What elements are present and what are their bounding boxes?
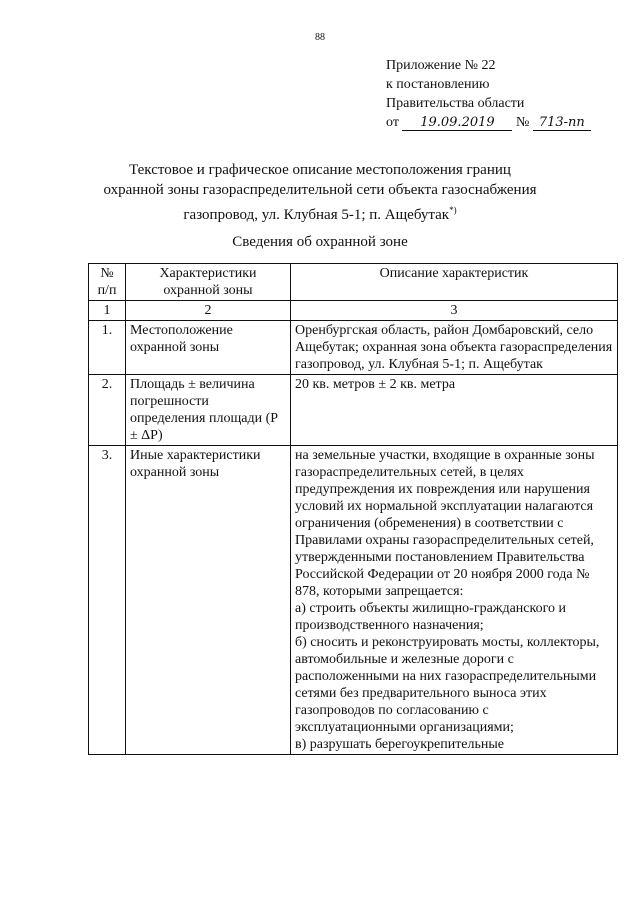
row-num: 3. — [89, 446, 126, 755]
index-cell: 1 — [89, 301, 126, 321]
date-prefix: от — [386, 115, 399, 130]
number-prefix: № — [515, 115, 530, 130]
index-cell: 2 — [126, 301, 291, 321]
appendix-block — [386, 56, 591, 132]
row-name: Иные характеристики охранной зоны — [126, 446, 291, 755]
row-num: 2. — [89, 375, 126, 446]
index-cell: 3 — [291, 301, 618, 321]
zone-table — [88, 263, 618, 755]
header-num: № п/п — [89, 264, 126, 301]
row-description-intro: на земельные участки, входящие в охранные зоны газораспределительных сетей, в целях предупреждения их повреждения или нарушения условий их нормальной эксплуатации налагаются ограничения (обременения) в соответствии с Правилами охраны газораспределительных сетей, утвержденными постановлением Правительства Российской Федерации от 20 ноября 2000 года № 878, которыми запрещается: — [295, 448, 595, 599]
title-line-3 — [0, 200, 640, 225]
row-description: 20 кв. метров ± 2 кв. метра — [291, 375, 618, 446]
table-row — [89, 321, 618, 375]
row-name: Площадь ± величина погрешности определения площади (P ± ΔP) — [126, 375, 291, 446]
title-line-2: охранной зоны газораспределительной сети объекта газоснабжения — [103, 182, 537, 198]
table-index-row — [89, 301, 618, 321]
handwritten-number: 713-пп — [533, 116, 591, 131]
header-characteristic: Характеристики охранной зоны — [126, 264, 291, 301]
handwritten-date: 19.09.2019 — [402, 116, 512, 131]
document-title — [0, 160, 640, 225]
header-description: Описание характеристик — [291, 264, 618, 301]
table-row — [89, 375, 618, 446]
appendix-line-1: Приложение № 22 — [386, 58, 496, 73]
appendix-line-3: Правительства области — [386, 96, 525, 111]
row-description: Оренбургская область, район Домбаровский, село Ащебутак; охранная зона объекта газораспределения газопровод, ул. Клубная 5-1; п. Ащебутак — [291, 321, 618, 375]
row-num: 1. — [89, 321, 126, 375]
page-number: 88 — [315, 32, 325, 43]
restriction-item: а) строить объекты жилищно-гражданского и производственного назначения; — [295, 601, 566, 633]
restriction-item: в) разрушать берегоукрепительные — [295, 737, 505, 752]
appendix-line-4 — [386, 113, 591, 132]
row-name: Местоположение охранной зоны — [126, 321, 291, 375]
footnote-mark: *) — [449, 205, 457, 215]
table-header-row — [89, 264, 618, 301]
row-description — [291, 446, 618, 755]
title-line-1: Текстовое и графическое описание местоположения границ — [129, 162, 511, 178]
table-row — [89, 446, 618, 755]
section-subtitle: Сведения об охранной зоне — [232, 234, 408, 250]
appendix-line-2: к постановлению — [386, 77, 490, 92]
title-line-3-text: газопровод, ул. Клубная 5-1; п. Ащебутак — [183, 207, 450, 223]
restriction-item: б) сносить и реконструировать мосты, коллекторы, автомобильные и железные дороги с расположенными на них газораспределительными сетями без предварительного выноса этих газопроводов по согласованию с эксплуатационными организациями; — [295, 635, 600, 735]
